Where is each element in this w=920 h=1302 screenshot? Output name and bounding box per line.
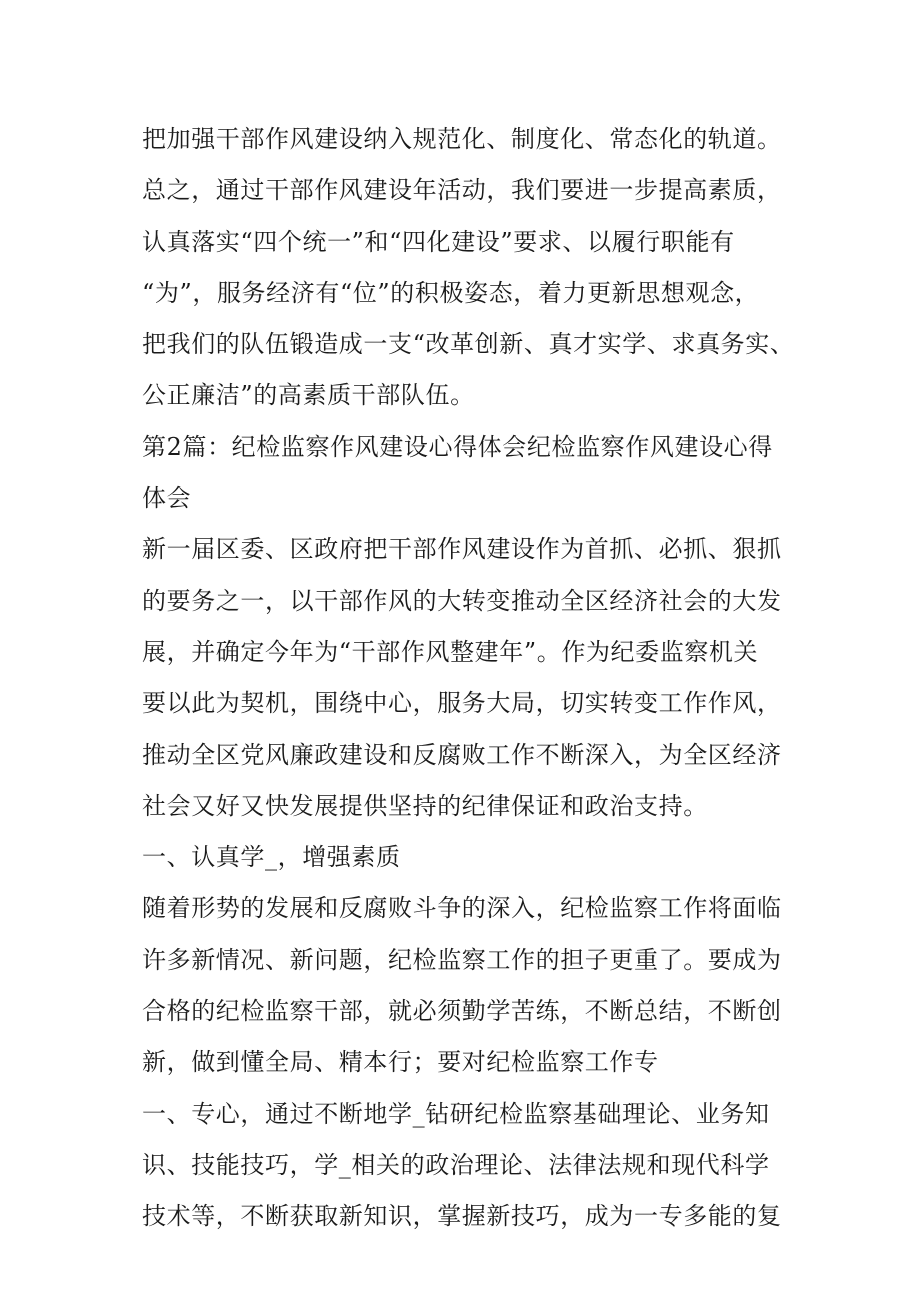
text-line: 社会又好又快发展提供坚持的纪律保证和政治支持。 bbox=[142, 791, 708, 820]
text-line: 展，并确定今年为“干部作风整建年”。作为纪委监察机关 bbox=[142, 637, 759, 666]
text-line: 认真落实“四个统一”和“四化建设”要求、以履行职能有 bbox=[142, 227, 735, 256]
text-line: 总之，通过干部作风建设年活动，我们要进一步提高素质， bbox=[142, 176, 782, 205]
text-line: 推动全区党风廉政建设和反腐败工作不断深入，为全区经济 bbox=[142, 740, 782, 769]
text-line: 许多新情况、新问题，纪检监察工作的担子更重了。要成为 bbox=[142, 945, 782, 974]
text-line: 识、技能技巧，学_相关的政治理论、法律法规和现代科学 bbox=[142, 1150, 770, 1179]
text-line: 一、专心，通过不断地学_钻研纪检监察基础理论、业务知 bbox=[142, 1099, 770, 1128]
body-text bbox=[142, 114, 822, 1243]
subheading: 一、认真学_，增强素质 bbox=[142, 843, 401, 872]
text-line: 要以此为契机，围绕中心，服务大局，切实转变工作作风， bbox=[142, 689, 782, 718]
text-line: “为”，服务经济有“位”的积极姿态，着力更新思想观念， bbox=[142, 278, 760, 307]
text-line: 合格的纪检监察干部，就必须勤学苦练，不断总结，不断创 bbox=[142, 997, 782, 1026]
section-heading: 第2篇：纪检监察作风建设心得体会纪检监察作风建设心得 bbox=[142, 432, 773, 461]
text-line: 新，做到懂全局、精本行；要对纪检监察工作专 bbox=[142, 1048, 659, 1077]
text-line: 新一届区委、区政府把干部作风建设作为首抓、必抓、狠抓 bbox=[142, 535, 782, 564]
section-heading: 体会 bbox=[142, 484, 192, 513]
text-line: 技术等，不断获取新知识，掌握新技巧，成为一专多能的复 bbox=[142, 1202, 782, 1231]
text-line: 的要务之一，以干部作风的大转变推动全区经济社会的大发 bbox=[142, 586, 782, 615]
text-line: 随着形势的发展和反腐败斗争的深入，纪检监察工作将面临 bbox=[142, 894, 782, 923]
text-line: 把加强干部作风建设纳入规范化、制度化、常态化的轨道。 bbox=[142, 125, 782, 153]
text-line: 把我们的队伍锻造成一支“改革创新、真才实学、求真务实、 bbox=[142, 330, 795, 359]
text-line: 公正廉洁”的高素质干部队伍。 bbox=[142, 381, 475, 410]
